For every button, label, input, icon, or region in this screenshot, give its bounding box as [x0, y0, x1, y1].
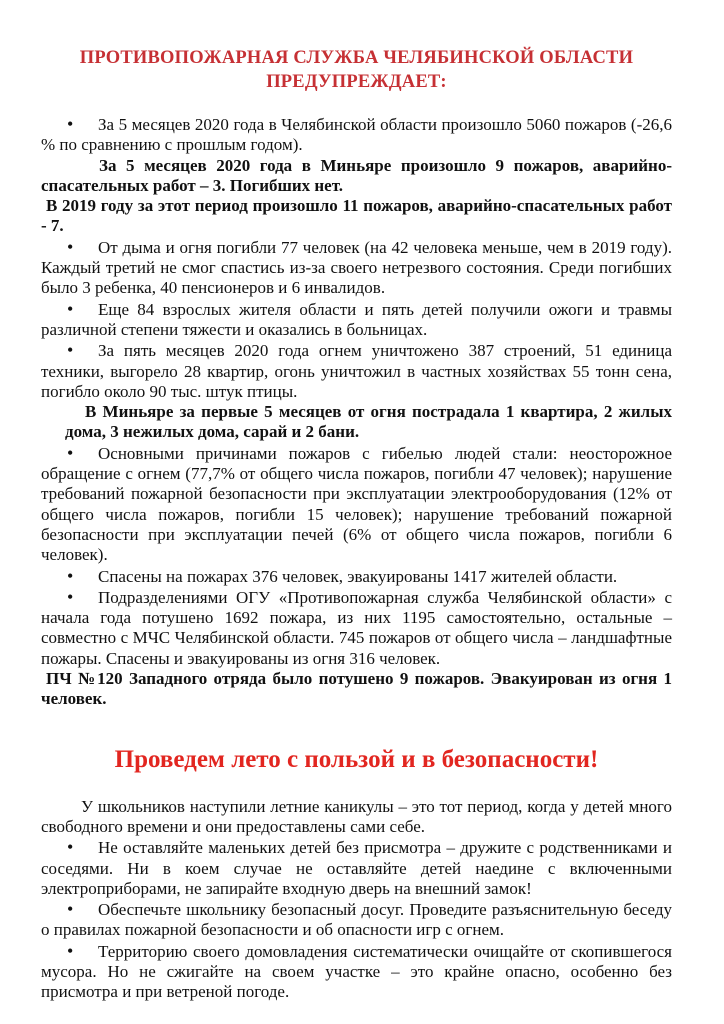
stat-paragraph-deaths: • От дыма и огня погибли 77 человек (на 42 человека меньше, чем в 2019 году). Каждый третий не смог спастись из-за своего нетрезвого состояния. Среди погибших было 3 ребенка, 40 пенсионеров и 6 инвалидов. [41, 237, 672, 299]
stat-paragraph-rescued: • Спасены на пожарах 376 человек, эвакуированы 1417 жителей области. [41, 566, 672, 587]
stat-paragraph-minyar-damage: В Миньяре за первые 5 месяцев от огня пострадала 1 квартира, 2 жилых дома, 3 нежилых дома, сарай и 2 бани. [65, 402, 672, 442]
stat-paragraph-units: • Подразделениями ОГУ «Противопожарная служба Челябинской области» с начала года потушено 1692 пожара, из них 1195 самостоятельно, остальные – совместно с МЧС Челябинской области. 745 пожаров от общего числа – ландшафтные пожары. Спасены и эвакуированы из огня 316 человек. [41, 587, 672, 669]
summer-paragraph-intro: У школьников наступили летние каникулы – это тот период, когда у детей много свободного времени и они предоставлены сами себе. [41, 796, 672, 836]
stat-paragraph-fires-region: • За 5 месяцев 2020 года в Челябинской области произошло 5060 пожаров (-26,6 % по сравнению с прошлым годом). [41, 114, 672, 156]
stat-paragraph-pch120: ПЧ №120 Западного отряда было потушено 9 пожаров. Эвакуирован из огня 1 человек. [41, 669, 672, 709]
title-line-1: ПРОТИВОПОЖАРНАЯ СЛУЖБА ЧЕЛЯБИНСКОЙ ОБЛАСТИ [79, 48, 634, 68]
page-title [41, 46, 672, 94]
stat-paragraph-injured: • Еще 84 взрослых жителя области и пять детей получили ожоги и травмы различной степени тяжести и оказались в больницах. [41, 299, 672, 341]
summer-paragraph-supervision: • Не оставляйте маленьких детей без присмотра – дружите с родственниками и соседями. Ни в коем случае не оставляйте детей наедине с включенными электроприборами, не запирайте входную дверь на внешний замок! [41, 837, 672, 899]
title-line-2: ПРЕДУПРЕЖДАЕТ: [266, 72, 447, 92]
stat-paragraph-destroyed: • За пять месяцев 2020 года огнем уничтожено 387 строений, 51 единица техники, выгорело 28 квартир, огонь уничтожил в частных хозяйствах 55 тонн сена, погибло около 90 тыс. штук птицы. [41, 340, 672, 402]
stat-paragraph-minyar-2020: За 5 месяцев 2020 года в Миньяре произошло 9 пожаров, аварийно-спасательных работ – 3. Погибших нет. [41, 155, 672, 195]
stat-paragraph-causes: • Основными причинами пожаров с гибелью людей стали: неосторожное обращение с огнем (77,7% от общего числа пожаров, погибли 47 человек); нарушение требований пожарной безопасности при эксплуатации электрооборудования (12% от общего числа пожаров, погибли 15 человек); нарушение требований пожарной безопасности при эксплуатации печей (6% от общего числа пожаров, погибли 6 человек). [41, 443, 672, 566]
stat-paragraph-2019-period: В 2019 году за этот период произошло 11 пожаров, аварийно-спасательных работ - 7. [41, 196, 672, 236]
summer-paragraph-territory: • Территорию своего домовладения систематически очищайте от скопившегося мусора. Но не сжигайте на своем участке – это крайне опасно, особенно без присмотра и при ветреной погоде. [41, 941, 672, 1003]
summer-section-heading: Проведем лето с пользой и в безопасности! [114, 745, 599, 773]
summer-paragraph-leisure: • Обеспечьте школьнику безопасный досуг. Проведите разъяснительную беседу о правилах пожарной безопасности и об опасности игр с огнем. [41, 899, 672, 941]
